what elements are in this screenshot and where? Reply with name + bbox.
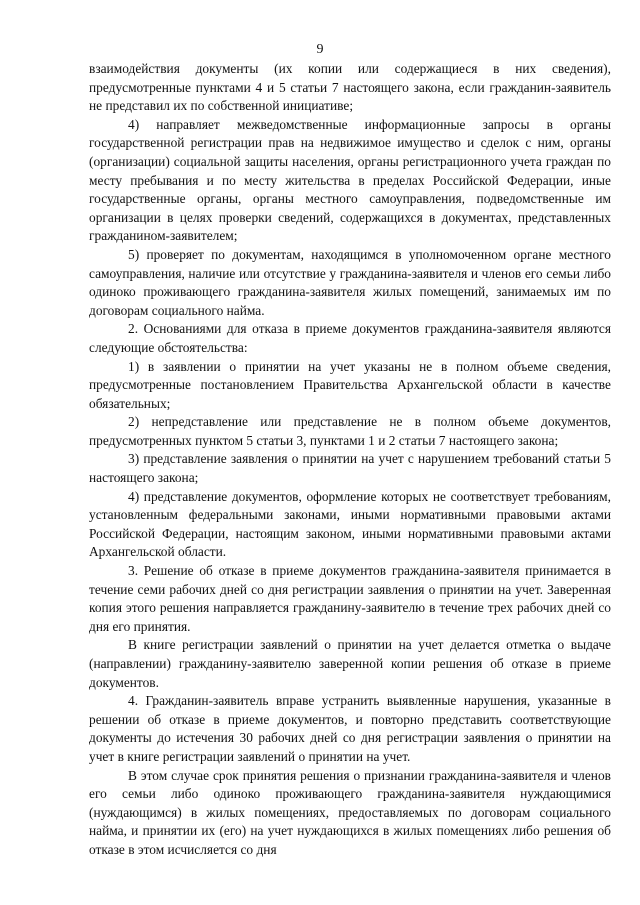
paragraph-section-4-resubmission: 4. Гражданин-заявитель вправе устранить выявленные нарушения, указанные в решении об отказе в приеме документов, и повторно представить соответствующие документы до истечения 30 рабочих дней со дня регистрации заявления о принятии на учет в книге регистрации заявлений о принятии на учет. — [89, 693, 611, 764]
paragraph-section-2-grounds: 2. Основаниями для отказа в приеме документов гражданина-заявителя являются следующие обстоятельства: — [89, 321, 611, 355]
paragraph-continuation: взаимодействия документы (их копии или содержащиеся в них сведения), предусмотренные пунктами 4 и 5 статьи 7 настоящего закона, если гражданин-заявитель не представил их по собственной инициативе; — [89, 61, 611, 114]
paragraph-item-4-requests: 4) направляет межведомственные информационные запросы в органы государственной регистрации прав на недвижимое имущество и сделок с ним, органы (организации) социальной защиты населения, органы регистрационного учета граждан по месту пребывания и по месту жительства в пределах Российской Федерации, иные государственные органы, органы местного самоуправления, подведомственные им организации в целях проверки сведений, содержащихся в документах, представленных гражданином-заявителем; — [89, 116, 611, 244]
paragraph-section-3-decision: 3. Решение об отказе в приеме документов гражданина-заявителя принимается в течение семи рабочих дней со дня регистрации заявления о принятии на учет. Заверенная копия этого решения направляется гражданину-заявителю в течение трех рабочих дней со дня его принятия. — [89, 563, 611, 634]
page-number: 9 — [316, 42, 324, 57]
paragraph-ground-4: 4) представление документов, оформление которых не соответствует требованиям, установленным федеральными законами, иными нормативными правовыми актами Российской Федерации, настоящим законом, иными нормативными правовыми актами Архангельской области. — [89, 488, 611, 560]
paragraph-item-5-verification: 5) проверяет по документам, находящимся в уполномоченном органе местного самоуправления, наличие или отсутствие у гражданина-заявителя и членов его семьи либо одиноко проживающего гражданина-заявителя жилых помещений, занимаемых им по договорам социального найма. — [89, 246, 611, 318]
document-body — [89, 60, 611, 860]
paragraph-ground-3: 3) представление заявления о принятии на учет с нарушением требований статьи 5 настоящего закона; — [89, 451, 611, 486]
paragraph-registration-note: В книге регистрации заявлений о принятии на учет делается отметка о выдаче (направлении) гражданину-заявителю заверенной копии решения об отказе в приеме документов. — [89, 637, 611, 690]
paragraph-ground-1: 1) в заявлении о принятии на учет указаны не в полном объеме сведения, предусмотренные постановлением Правительства Архангельской области в качестве обязательных; — [89, 358, 611, 411]
paragraph-ground-2: 2) непредставление или представление не в полном объеме документов, предусмотренных пунктом 5 статьи 3, пунктами 1 и 2 статьи 7 настоящего закона; — [89, 414, 611, 448]
paragraph-term-calculation: В этом случае срок принятия решения о признании гражданина-заявителя и членов его семьи либо одиноко проживающего гражданина-заявителя нуждающимися (нуждающимся) в жилых помещениях, предоставляемых по договорам социального найма, и принятии их (его) на учет нуждающихся в жилых помещениях либо решения об отказе в этом исчисляется со дня — [89, 767, 611, 857]
